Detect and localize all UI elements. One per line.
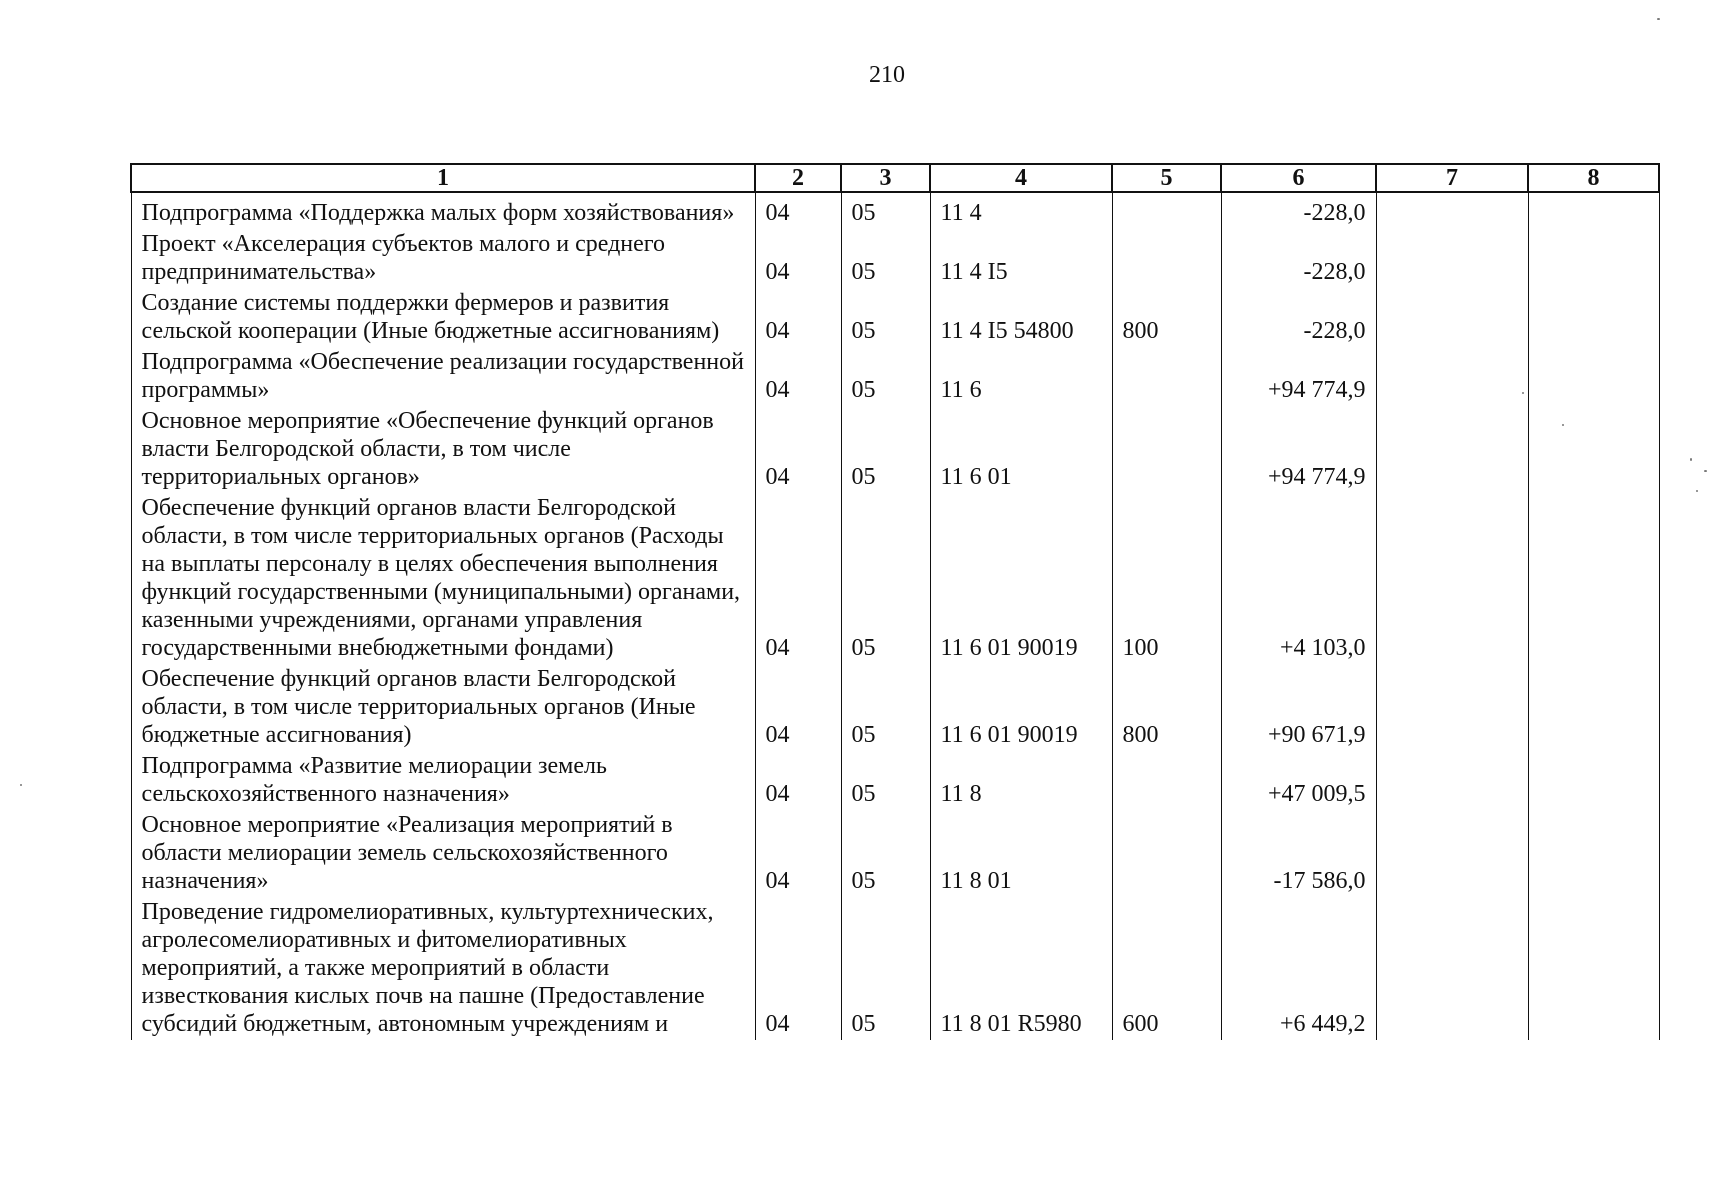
row-name: Проведение гидромелиоративных, культуртехнических, агролесомелиоративных и фитомелиоративных мероприятий, а также мероприятий в области известкования кислых почв на пашне (Предоставление субсидий бюджетным, автономным учреждениям и	[131, 897, 755, 1040]
row-col7	[1376, 810, 1528, 897]
row-subsection: 05	[841, 751, 930, 810]
scan-speck	[20, 784, 22, 786]
row-section: 04	[755, 664, 841, 751]
table-row	[131, 810, 1659, 897]
row-name: Подпрограмма «Обеспечение реализации государственной программы»	[131, 347, 755, 406]
row-expense-type	[1112, 751, 1221, 810]
row-subsection: 05	[841, 897, 930, 1040]
row-target-code: 11 8 01 R5980	[930, 897, 1112, 1040]
row-name: Обеспечение функций органов власти Белгородской области, в том числе территориальных органов (Иные бюджетные ассигнования)	[131, 664, 755, 751]
row-col8	[1528, 347, 1659, 406]
scan-speck	[1704, 470, 1707, 472]
row-subsection: 05	[841, 288, 930, 347]
row-amount: -228,0	[1221, 288, 1376, 347]
row-amount: +4 103,0	[1221, 493, 1376, 664]
table-body	[131, 192, 1659, 1040]
row-expense-type	[1112, 347, 1221, 406]
table-row	[131, 751, 1659, 810]
row-amount: +90 671,9	[1221, 664, 1376, 751]
row-amount: +47 009,5	[1221, 751, 1376, 810]
row-name: Основное мероприятие «Обеспечение функций органов власти Белгородской области, в том числе территориальных органов»	[131, 406, 755, 493]
table-row	[131, 229, 1659, 288]
row-col8	[1528, 229, 1659, 288]
column-header-8: 8	[1528, 164, 1659, 192]
column-header-1: 1	[131, 164, 755, 192]
row-section: 04	[755, 810, 841, 897]
row-col7	[1376, 751, 1528, 810]
row-target-code: 11 4	[930, 192, 1112, 229]
row-subsection: 05	[841, 664, 930, 751]
row-name: Подпрограмма «Развитие мелиорации земель сельскохозяйственного назначения»	[131, 751, 755, 810]
row-section: 04	[755, 897, 841, 1040]
row-col7	[1376, 406, 1528, 493]
row-expense-type	[1112, 810, 1221, 897]
table-row	[131, 664, 1659, 751]
row-subsection: 05	[841, 493, 930, 664]
row-section: 04	[755, 229, 841, 288]
row-section: 04	[755, 347, 841, 406]
row-expense-type: 600	[1112, 897, 1221, 1040]
row-target-code: 11 4 I5 54800	[930, 288, 1112, 347]
row-amount: +94 774,9	[1221, 347, 1376, 406]
row-amount: -228,0	[1221, 192, 1376, 229]
row-amount: +94 774,9	[1221, 406, 1376, 493]
row-col8	[1528, 810, 1659, 897]
scan-speck	[1690, 458, 1692, 461]
row-subsection: 05	[841, 192, 930, 229]
column-header-6: 6	[1221, 164, 1376, 192]
table-row	[131, 897, 1659, 1040]
table-row	[131, 493, 1659, 664]
column-header-3: 3	[841, 164, 930, 192]
row-col8	[1528, 406, 1659, 493]
row-subsection: 05	[841, 229, 930, 288]
row-col8	[1528, 664, 1659, 751]
scan-speck	[1696, 490, 1698, 492]
row-col7	[1376, 664, 1528, 751]
row-col8	[1528, 493, 1659, 664]
table-row	[131, 288, 1659, 347]
row-expense-type	[1112, 192, 1221, 229]
row-col7	[1376, 229, 1528, 288]
scan-speck	[1562, 424, 1564, 426]
table-row	[131, 192, 1659, 229]
row-name: Обеспечение функций органов власти Белгородской области, в том числе территориальных органов (Расходы на выплаты персоналу в целях обеспечения выполнения функций государственными (муниципальными) органами, казенными учреждениями, органами управления государственными внебюджетными фондами)	[131, 493, 755, 664]
row-name: Подпрограмма «Поддержка малых форм хозяйствования»	[131, 192, 755, 229]
row-col7	[1376, 897, 1528, 1040]
row-amount: +6 449,2	[1221, 897, 1376, 1040]
row-expense-type	[1112, 229, 1221, 288]
row-name: Проект «Акселерация субъектов малого и среднего предпринимательства»	[131, 229, 755, 288]
row-subsection: 05	[841, 406, 930, 493]
row-expense-type: 800	[1112, 288, 1221, 347]
row-section: 04	[755, 192, 841, 229]
page-number: 210	[869, 62, 905, 88]
row-name: Создание системы поддержки фермеров и развития сельской кооперации (Иные бюджетные ассигнованиям)	[131, 288, 755, 347]
row-name: Основное мероприятие «Реализация мероприятий в области мелиорации земель сельскохозяйственного назначения»	[131, 810, 755, 897]
row-target-code: 11 6 01 90019	[930, 664, 1112, 751]
scan-speck	[1522, 392, 1524, 394]
row-target-code: 11 6	[930, 347, 1112, 406]
column-header-4: 4	[930, 164, 1112, 192]
row-col7	[1376, 288, 1528, 347]
row-section: 04	[755, 493, 841, 664]
scan-speck	[1657, 18, 1660, 20]
table-row	[131, 406, 1659, 493]
row-col8	[1528, 751, 1659, 810]
row-target-code: 11 8 01	[930, 810, 1112, 897]
table-row	[131, 347, 1659, 406]
row-section: 04	[755, 751, 841, 810]
row-expense-type: 800	[1112, 664, 1221, 751]
budget-table	[130, 163, 1660, 1040]
row-target-code: 11 6 01 90019	[930, 493, 1112, 664]
column-header-2: 2	[755, 164, 841, 192]
column-header-5: 5	[1112, 164, 1221, 192]
row-expense-type: 100	[1112, 493, 1221, 664]
row-col8	[1528, 288, 1659, 347]
row-col8	[1528, 897, 1659, 1040]
column-header-7: 7	[1376, 164, 1528, 192]
table-header	[131, 164, 1659, 192]
row-section: 04	[755, 406, 841, 493]
header-row	[131, 164, 1659, 192]
row-target-code: 11 6 01	[930, 406, 1112, 493]
row-section: 04	[755, 288, 841, 347]
row-col7	[1376, 493, 1528, 664]
row-col8	[1528, 192, 1659, 229]
row-amount: -228,0	[1221, 229, 1376, 288]
row-subsection: 05	[841, 347, 930, 406]
row-col7	[1376, 192, 1528, 229]
row-col7	[1376, 347, 1528, 406]
row-expense-type	[1112, 406, 1221, 493]
row-target-code: 11 4 I5	[930, 229, 1112, 288]
row-subsection: 05	[841, 810, 930, 897]
row-target-code: 11 8	[930, 751, 1112, 810]
row-amount: -17 586,0	[1221, 810, 1376, 897]
